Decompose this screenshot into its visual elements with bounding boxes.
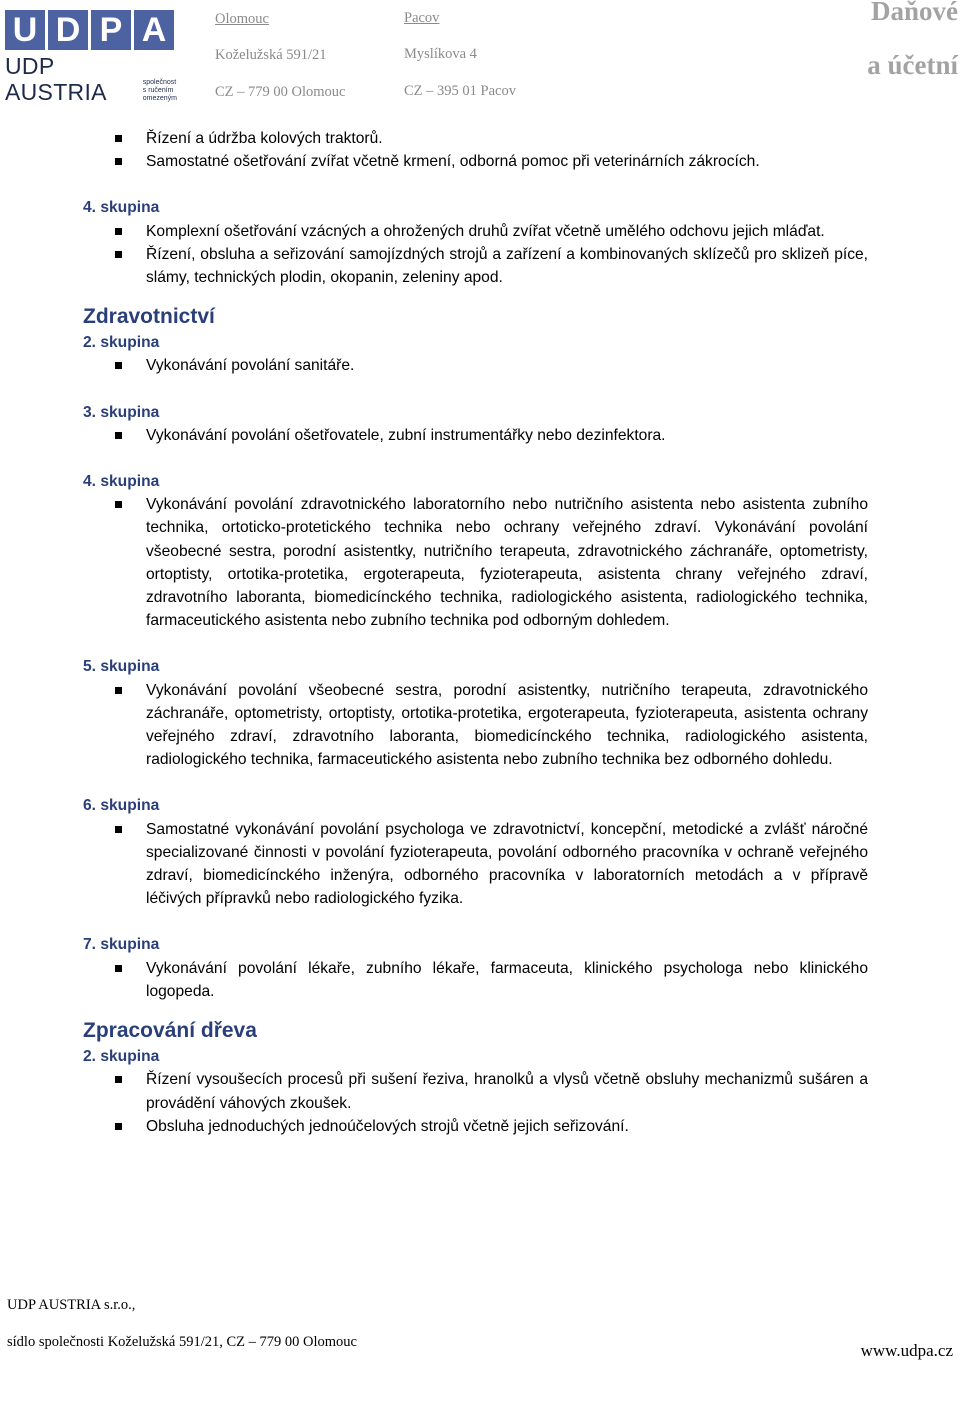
bullet-icon bbox=[115, 687, 122, 694]
group-heading: 4. skupina bbox=[83, 199, 160, 217]
list-item: Řízení vysoušecích procesů při sušení řeziva, hranolků a vlysů včetně obsluhy mechanizmů sušáren a provádění váhových zkoušek. bbox=[83, 1068, 868, 1114]
logo-letter: P bbox=[91, 10, 131, 50]
group-heading: 5. skupina bbox=[83, 658, 160, 676]
logo-country: UDP AUSTRIA bbox=[5, 53, 107, 105]
office-olomouc-link[interactable]: Olomouc bbox=[215, 11, 269, 27]
bullet-icon bbox=[115, 432, 122, 439]
section-heading-health: Zdravotnictví bbox=[83, 305, 215, 329]
group-list bbox=[83, 1068, 868, 1138]
document-body bbox=[83, 127, 868, 1138]
bullet-icon bbox=[115, 251, 122, 258]
brand-line-2: a účetní bbox=[867, 50, 958, 80]
office-pacov-street: Myslíkova 4 bbox=[404, 46, 477, 62]
bullet-icon bbox=[115, 135, 122, 142]
list-item: Obsluha jednoduchých jednoúčelových strojů včetně jejich seřizování. bbox=[83, 1115, 868, 1138]
office-olomouc-street: Koželužská 591/21 bbox=[215, 47, 327, 63]
group-heading: 6. skupina bbox=[83, 797, 160, 815]
brand-line-1: Daňové bbox=[871, 0, 958, 26]
list-item: Vykonávání povolání sanitáře. bbox=[83, 354, 868, 377]
group-heading: 4. skupina bbox=[83, 473, 160, 491]
list-item: Řízení a údržba kolových traktorů. bbox=[83, 127, 868, 150]
bullet-icon bbox=[115, 1076, 122, 1083]
intro-list bbox=[83, 127, 868, 173]
section-heading-wood: Zpracování dřeva bbox=[83, 1019, 257, 1043]
group-list bbox=[83, 957, 868, 1003]
logo-legal-form: společnost s ručením omezeným bbox=[142, 79, 177, 102]
office-olomouc-zip: CZ – 779 00 Olomouc bbox=[215, 84, 346, 100]
bullet-icon bbox=[115, 228, 122, 235]
list-item: Řízení, obsluha a seřizování samojízdných strojů a zařízení a kombinovaných sklízečů pro sklizeň píce, slámy, technických plodin, okopanin, zeleniny apod. bbox=[83, 243, 868, 289]
bullet-icon bbox=[115, 362, 122, 369]
bullet-icon bbox=[115, 826, 122, 833]
logo-letter: A bbox=[134, 10, 174, 50]
group-list bbox=[83, 220, 868, 290]
logo-letter: D bbox=[48, 10, 88, 50]
group-list bbox=[83, 679, 868, 772]
office-pacov-link[interactable]: Pacov bbox=[404, 10, 440, 26]
bullet-icon bbox=[115, 501, 122, 508]
list-item: Vykonávání povolání zdravotnického laboratorního nebo nutričního asistenta nebo asistenta zubního technika, ortoticko-protetického technika nebo ochrany veřejného zdraví. Vykonávání povolání všeobecné sestra, porodní asistentky, nutričního terapeuta, zdravotnického záchranáře, optometristy, ortoptisty, ortotika-protetika, ergoterapeuta, fyzioterapeuta, asistenta chrany veřejného zdraví, zdravotního laboranta, biomedicínckého technika, radiologického asistenta, radiologického technika, farmaceutického asistenta nebo zubního technika pod odborným dohledem. bbox=[83, 493, 868, 632]
list-item: Vykonávání povolání všeobecné sestra, porodní asistentky, nutričního terapeuta, zdravotnického záchranáře, optometristy, ortoptisty, ortotika-protetika, ergoterapeuta, fyzioterapeuta, asistenta ochrany veřejného zdraví, zdravotního laboranta, biomedicínckého technika, radiologického asistenta, radiologického technika, farmaceutického asistenta nebo zubního technika bez odborného dohledu. bbox=[83, 679, 868, 772]
group-list bbox=[83, 354, 868, 377]
footer-website-link[interactable]: www.udpa.cz bbox=[860, 1341, 953, 1360]
group-heading: 2. skupina bbox=[83, 334, 160, 352]
list-item: Samostatné ošetřování zvířat včetně krmení, odborná pomoc při veterinárních zákrocích. bbox=[83, 150, 868, 173]
footer-address: sídlo společnosti Koželužská 591/21, CZ – 779 00 Olomouc bbox=[7, 1334, 357, 1350]
bullet-icon bbox=[115, 1123, 122, 1130]
bullet-icon bbox=[115, 965, 122, 972]
group-list bbox=[83, 493, 868, 632]
logo-letter: U bbox=[5, 10, 45, 50]
list-item: Vykonávání povolání lékaře, zubního lékaře, farmaceuta, klinického psychologa nebo klinického logopeda. bbox=[83, 957, 868, 1003]
group-list bbox=[83, 818, 868, 911]
group-heading: 3. skupina bbox=[83, 403, 160, 421]
group-heading: 2. skupina bbox=[83, 1048, 160, 1066]
group-list bbox=[83, 424, 868, 447]
footer-company: UDP AUSTRIA s.r.o., bbox=[7, 1297, 136, 1313]
office-pacov-zip: CZ – 395 01 Pacov bbox=[404, 83, 516, 99]
group-heading: 7. skupina bbox=[83, 936, 160, 954]
list-item: Komplexní ošetřování vzácných a ohrožených druhů zvířat včetně umělého odchovu jejich mláďat. bbox=[83, 220, 868, 243]
list-item: Vykonávání povolání ošetřovatele, zubní instrumentářky nebo dezinfektora. bbox=[83, 424, 868, 447]
list-item: Samostatné vykonávání povolání psychologa ve zdravotnictví, koncepční, metodické a zvlášť náročné specializované činnosti v povolání fyzioterapeuta, povolání odborného pracovníka v ochraně veřejného zdraví, biomedicínckého inženýra, odborného pracovníka v laboratorních metodách a v přípravě léčivých přípravků nebo radiologického fyzika. bbox=[83, 818, 868, 911]
company-logo bbox=[5, 10, 177, 105]
bullet-icon bbox=[115, 158, 122, 165]
